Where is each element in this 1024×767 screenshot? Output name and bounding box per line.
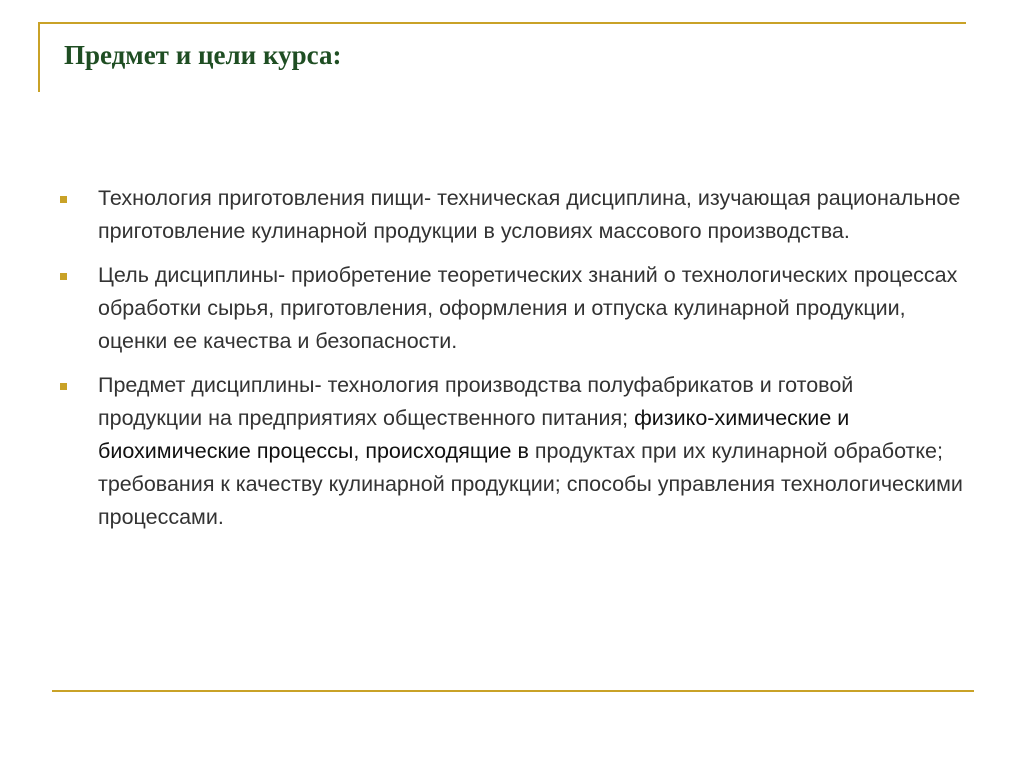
left-divider	[38, 22, 40, 92]
bullet-item-subject	[58, 369, 963, 534]
square-bullet-icon	[60, 196, 67, 203]
bullet-list	[58, 182, 963, 545]
bullet-text-part-3: продуктах при их кулинарной обработке; требования к качеству кулинарной продукции; способы управления технологическими процессами.	[98, 439, 963, 529]
bullet-text: Технология приготовления пищи- техническая дисциплина, изучающая рациональное приготовление кулинарной продукции в условиях массового производства.	[98, 186, 961, 243]
square-bullet-icon	[60, 273, 67, 280]
bullet-text-emphasis: физико-химические и биохимические процессы, происходящие в	[98, 406, 850, 463]
slide-title: Предмет и цели курса:	[64, 40, 342, 70]
bullet-item-technology	[58, 182, 963, 248]
bullet-text-part-1: Предмет дисциплины- технология производства полуфабрикатов и готовой продукции на предприятиях общественного питания;	[98, 373, 854, 430]
top-divider	[38, 22, 966, 24]
bullet-item-goal	[58, 259, 963, 358]
bullet-text: Цель дисциплины- приобретение теоретических знаний о технологических процессах обработки сырья, приготовления, оформления и отпуска кулинарной продукции, оценки ее качества и безопасности.	[98, 263, 958, 353]
square-bullet-icon	[60, 383, 67, 390]
bottom-divider	[52, 690, 974, 692]
